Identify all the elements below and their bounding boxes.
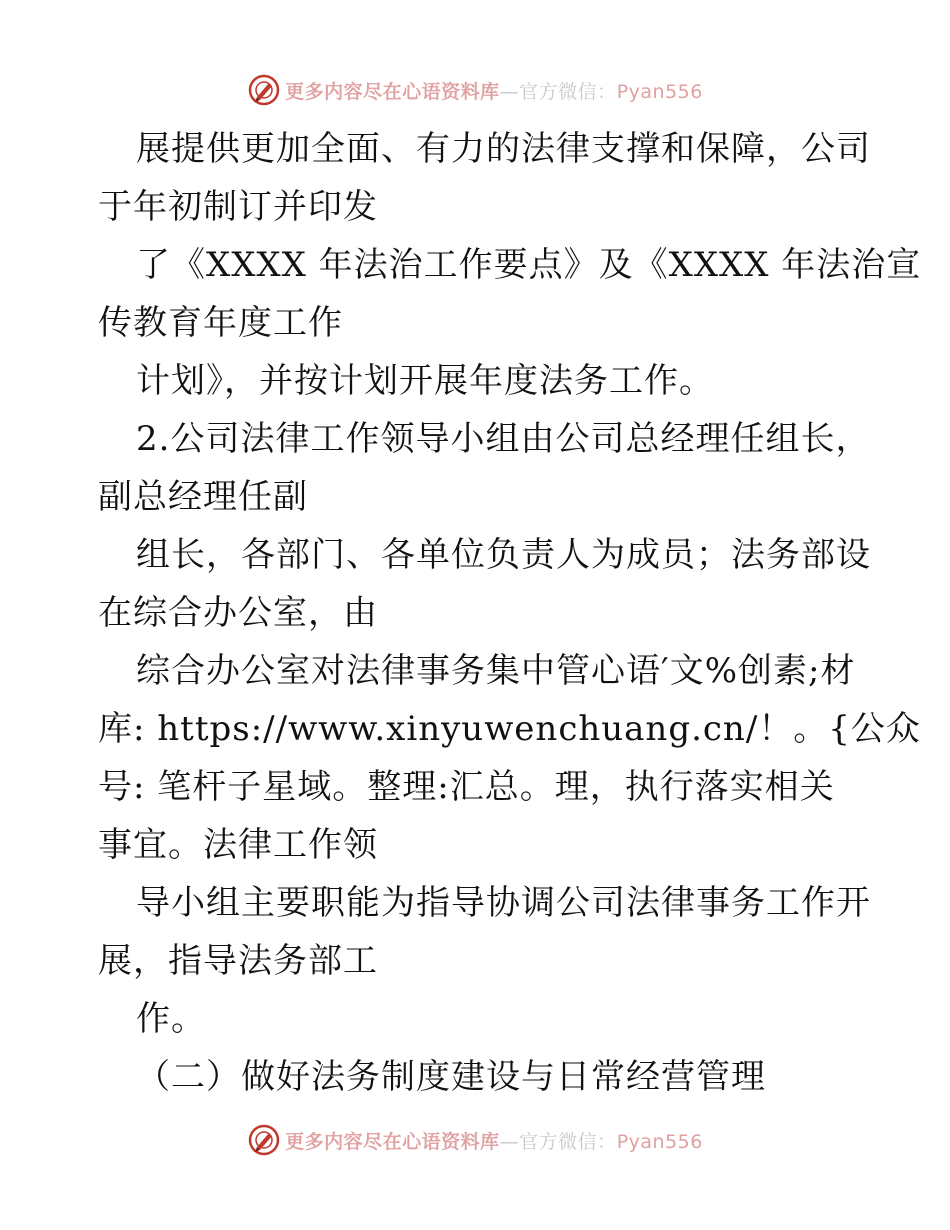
body-line: 库: https://www.xinyuwenchuang.cn/！。{公众 xyxy=(98,709,921,749)
pen-logo-icon xyxy=(247,1123,281,1157)
body-line: 传教育年度工作 xyxy=(98,303,343,343)
banner-text xyxy=(285,1127,703,1154)
body-line: 事宜。法律工作领 xyxy=(98,825,378,865)
section-heading: （二）做好法务制度建设与日常经营管理 xyxy=(136,1057,766,1097)
body-line: 计划》，并按计划开展年度法务工作。 xyxy=(136,361,714,401)
body-line: 导小组主要职能为指导协调公司法律事务工作开 xyxy=(136,883,871,923)
banner-main-text: 更多内容尽在心语资料库 xyxy=(285,1130,500,1153)
body-line: 于年初制订并印发 xyxy=(98,187,378,227)
footer-banner xyxy=(0,1120,950,1160)
body-line: 2.公司法律工作领导小组由公司总经理任组长， xyxy=(136,419,871,459)
body-line: 号: 笔杆子星域。整理:汇总。理，执行落实相关 xyxy=(98,767,835,807)
pen-logo-icon xyxy=(247,73,281,107)
body-line: 了《XXXX 年法治工作要点》及《XXXX 年法治宣 xyxy=(136,245,922,285)
banner-wechat-id: Pyan556 xyxy=(616,1130,703,1153)
body-line: 副总经理任副 xyxy=(98,477,308,517)
body-line: 综合办公室对法律事务集中管心语′文%创素;材 xyxy=(136,651,856,691)
header-banner xyxy=(0,70,950,110)
banner-text xyxy=(285,77,703,104)
body-line: 作。 xyxy=(136,999,206,1039)
body-line: 组长，各部门、各单位负责人为成员；法务部设 xyxy=(136,535,871,575)
body-line: 展提供更加全面、有力的法律支撑和保障，公司 xyxy=(136,129,871,169)
banner-official-text: —官方微信： xyxy=(499,80,617,103)
body-line: 在综合办公室，由 xyxy=(98,593,378,633)
body-line: 展，指导法务部工 xyxy=(98,941,378,981)
document-body xyxy=(98,120,922,1106)
banner-wechat-id: Pyan556 xyxy=(616,80,703,103)
banner-official-text: —官方微信： xyxy=(499,1130,617,1153)
banner-main-text: 更多内容尽在心语资料库 xyxy=(285,80,500,103)
